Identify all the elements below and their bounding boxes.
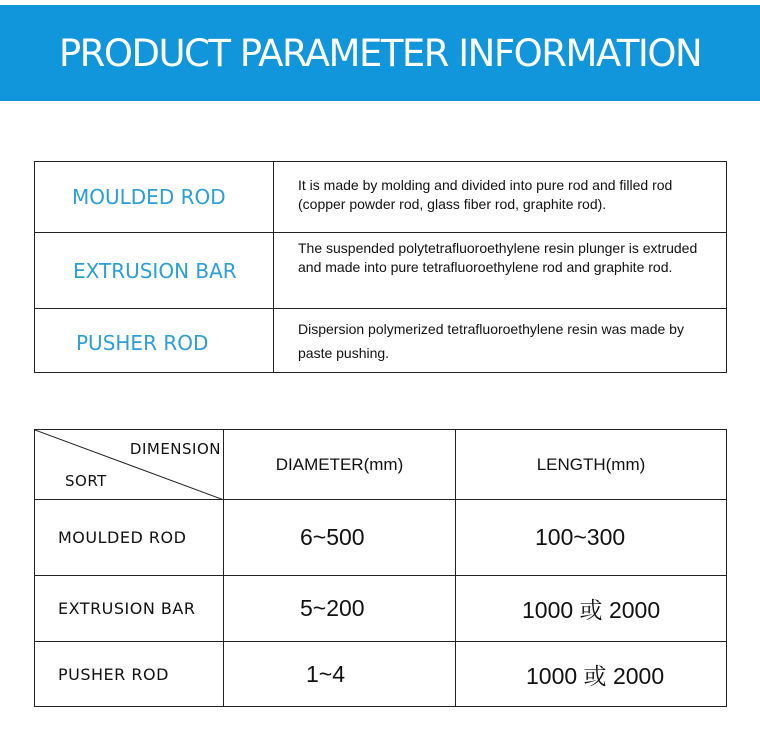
table-header-row xyxy=(35,430,727,500)
type-description: Dispersion polymerized tetrafluoroethylene resin was made by paste pushing. xyxy=(274,309,727,373)
rod-type-table xyxy=(34,161,727,373)
type-description: It is made by molding and divided into pure rod and filled rod (copper powder rod, glass fiber rod, graphite rod). xyxy=(274,162,727,233)
header-banner xyxy=(0,5,760,101)
type-name: MOULDED ROD xyxy=(72,185,226,209)
diameter-cell: 1~4 xyxy=(224,642,456,707)
corner-header-cell xyxy=(35,430,224,500)
table-row xyxy=(35,162,727,233)
type-name-cell xyxy=(35,309,274,373)
length-cell: 1000 或 2000 xyxy=(456,642,727,707)
dimension-table xyxy=(34,429,727,707)
type-name-cell xyxy=(35,162,274,233)
sort-cell: PUSHER ROD xyxy=(35,642,224,707)
table-row xyxy=(35,233,727,309)
length-cell: 100~300 xyxy=(456,500,727,576)
table-row xyxy=(35,500,727,576)
corner-label-dimension: DIMENSION xyxy=(129,440,221,458)
sort-cell: EXTRUSION BAR xyxy=(35,576,224,642)
type-description: The suspended polytetrafluoroethylene resin plunger is extruded and made into pure tetrafluoroethylene rod and graphite rod. xyxy=(274,233,727,309)
corner-label-sort: SORT xyxy=(65,472,107,490)
length-cell: 1000 或 2000 xyxy=(456,576,727,642)
table-row xyxy=(35,309,727,373)
type-name: EXTRUSION BAR xyxy=(73,258,237,283)
column-header-length: LENGTH(mm) xyxy=(456,430,727,500)
diameter-cell: 6~500 xyxy=(224,500,456,576)
type-name-cell xyxy=(35,233,274,309)
table-row xyxy=(35,642,727,707)
type-name: PUSHER ROD xyxy=(76,330,209,355)
page-title: PRODUCT PARAMETER INFORMATION xyxy=(58,31,702,75)
column-header-diameter: DIAMETER(mm) xyxy=(224,430,456,500)
diameter-cell: 5~200 xyxy=(224,576,456,642)
sort-cell: MOULDED ROD xyxy=(35,500,224,576)
table-row xyxy=(35,576,727,642)
